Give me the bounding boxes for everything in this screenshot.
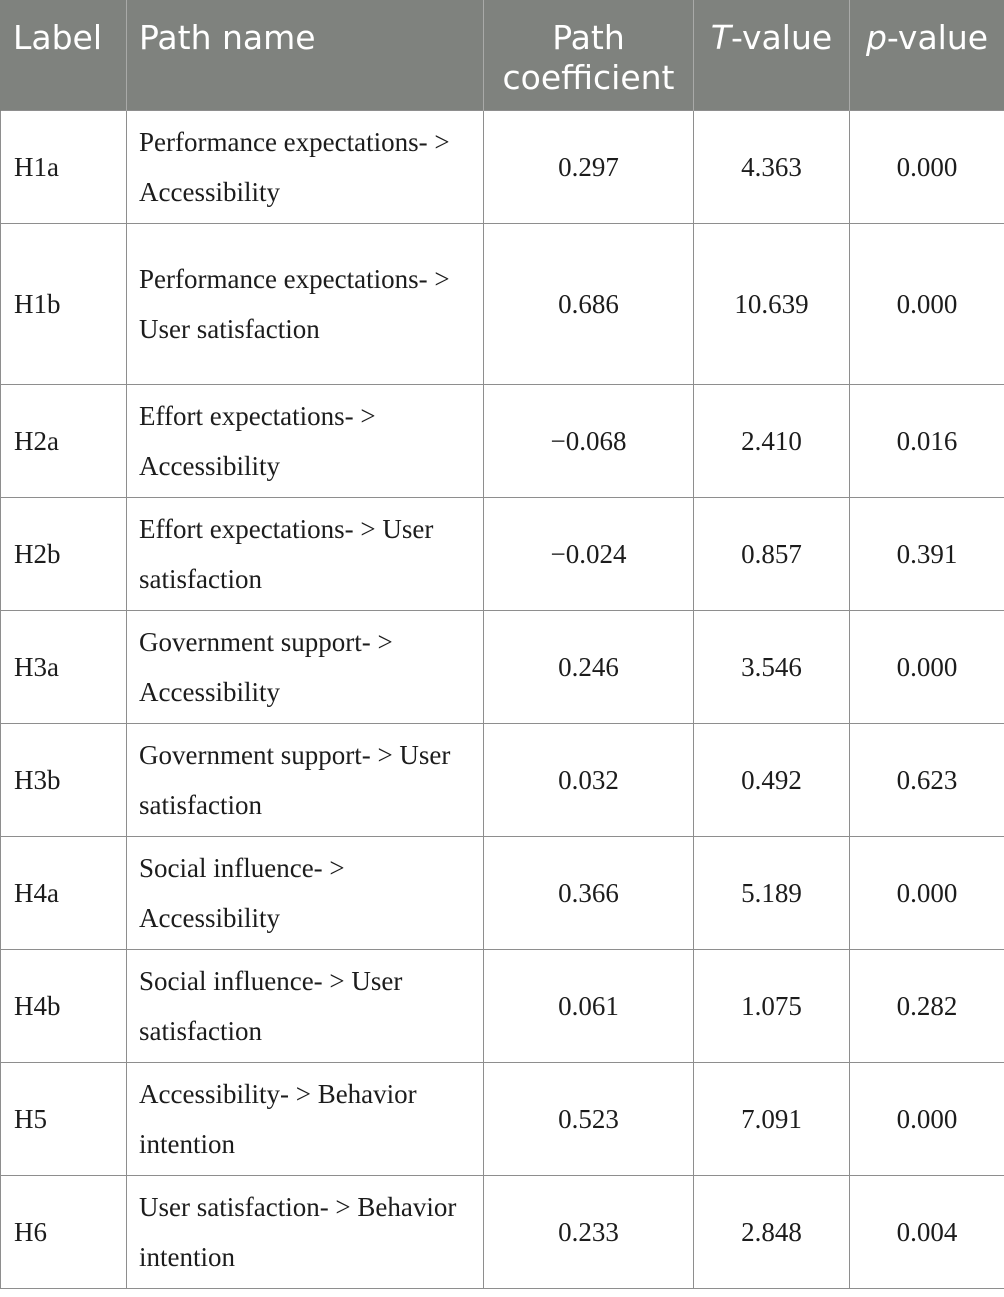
header-p-value xyxy=(850,0,1004,110)
table-row xyxy=(1,610,1004,723)
header-t-value xyxy=(694,0,850,110)
row-t-value: 2.848 xyxy=(694,1175,850,1288)
row-label: H2a xyxy=(1,384,127,497)
header-label: Label xyxy=(1,0,127,110)
row-label: H4b xyxy=(1,949,127,1062)
row-path-coefficient: 0.366 xyxy=(484,836,694,949)
row-t-value: 2.410 xyxy=(694,384,850,497)
row-path-name: Social influence- > Accessibility xyxy=(127,836,484,949)
row-p-value: 0.016 xyxy=(850,384,1004,497)
table-header xyxy=(1,0,1004,110)
row-t-value: 5.189 xyxy=(694,836,850,949)
row-p-value: 0.000 xyxy=(850,1062,1004,1175)
header-p-value-suffix: -value xyxy=(886,18,989,57)
row-t-value: 10.639 xyxy=(694,223,850,384)
row-label: H3b xyxy=(1,723,127,836)
row-path-coefficient: −0.024 xyxy=(484,497,694,610)
row-path-coefficient: −0.068 xyxy=(484,384,694,497)
table-row xyxy=(1,836,1004,949)
row-t-value: 3.546 xyxy=(694,610,850,723)
table-row xyxy=(1,384,1004,497)
header-path-name: Path name xyxy=(127,0,484,110)
row-path-name: Government support- > Accessibility xyxy=(127,610,484,723)
row-t-value: 1.075 xyxy=(694,949,850,1062)
row-path-name: Performance expectations- > User satisfaction xyxy=(127,223,484,384)
header-row xyxy=(1,0,1004,110)
row-path-coefficient: 0.523 xyxy=(484,1062,694,1175)
row-path-name: Social influence- > User satisfaction xyxy=(127,949,484,1062)
row-p-value: 0.282 xyxy=(850,949,1004,1062)
row-path-name: Performance expectations- > Accessibility xyxy=(127,110,484,223)
row-path-coefficient: 0.032 xyxy=(484,723,694,836)
row-p-value: 0.623 xyxy=(850,723,1004,836)
table-body xyxy=(1,110,1004,1288)
header-t-value-suffix: -value xyxy=(731,18,833,57)
row-path-name: User satisfaction- > Behavior intention xyxy=(127,1175,484,1288)
row-path-coefficient: 0.061 xyxy=(484,949,694,1062)
table-row xyxy=(1,1175,1004,1288)
row-p-value: 0.000 xyxy=(850,110,1004,223)
row-label: H1b xyxy=(1,223,127,384)
table-row xyxy=(1,949,1004,1062)
table-row xyxy=(1,1062,1004,1175)
table-row xyxy=(1,223,1004,384)
header-path-coefficient: Path coefficient xyxy=(484,0,694,110)
table-row xyxy=(1,497,1004,610)
row-path-name: Effort expectations- > User satisfaction xyxy=(127,497,484,610)
header-p-value-letter: p xyxy=(865,18,887,57)
row-path-coefficient: 0.297 xyxy=(484,110,694,223)
row-p-value: 0.391 xyxy=(850,497,1004,610)
row-p-value: 0.000 xyxy=(850,836,1004,949)
row-p-value: 0.004 xyxy=(850,1175,1004,1288)
header-t-value-letter: T xyxy=(710,18,731,57)
table-row xyxy=(1,723,1004,836)
row-p-value: 0.000 xyxy=(850,610,1004,723)
row-t-value: 0.857 xyxy=(694,497,850,610)
row-path-name: Accessibility- > Behavior intention xyxy=(127,1062,484,1175)
row-label: H4a xyxy=(1,836,127,949)
row-t-value: 0.492 xyxy=(694,723,850,836)
row-path-coefficient: 0.233 xyxy=(484,1175,694,1288)
row-path-coefficient: 0.686 xyxy=(484,223,694,384)
row-label: H1a xyxy=(1,110,127,223)
row-label: H3a xyxy=(1,610,127,723)
row-path-name: Government support- > User satisfaction xyxy=(127,723,484,836)
row-path-coefficient: 0.246 xyxy=(484,610,694,723)
row-p-value: 0.000 xyxy=(850,223,1004,384)
row-label: H5 xyxy=(1,1062,127,1175)
row-t-value: 4.363 xyxy=(694,110,850,223)
row-label: H2b xyxy=(1,497,127,610)
table-row xyxy=(1,110,1004,223)
row-label: H6 xyxy=(1,1175,127,1288)
row-t-value: 7.091 xyxy=(694,1062,850,1175)
row-path-name: Effort expectations- > Accessibility xyxy=(127,384,484,497)
